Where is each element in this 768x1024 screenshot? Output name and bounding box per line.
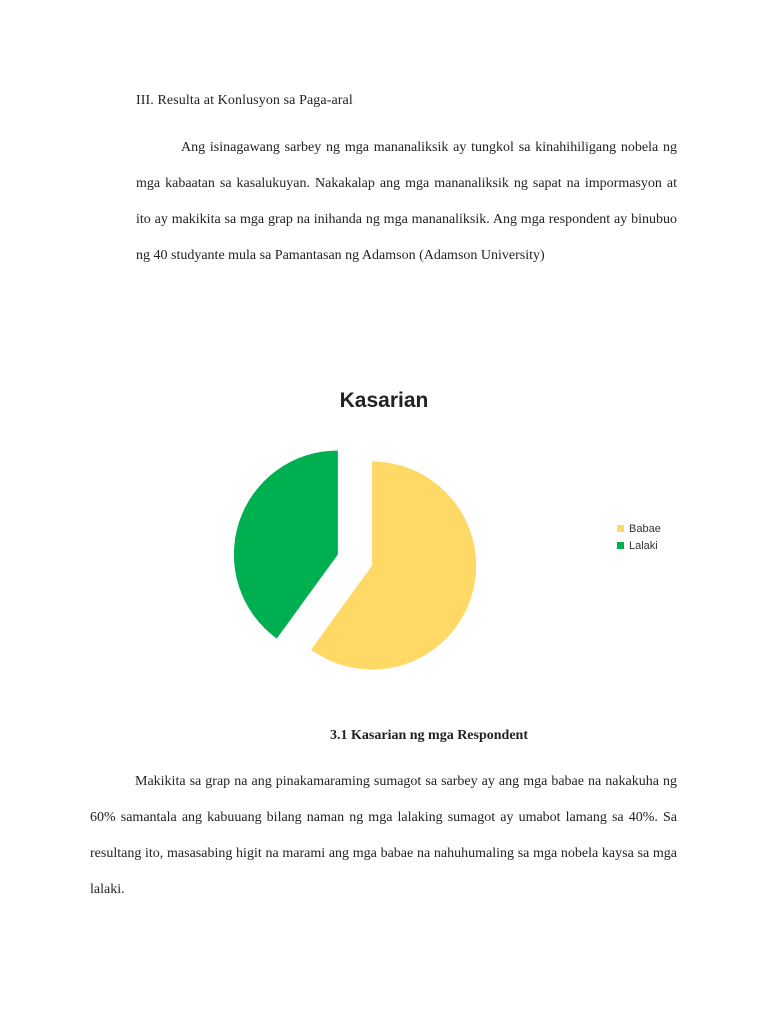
legend-swatch-babae	[617, 525, 624, 532]
pie-slice-lalaki	[234, 450, 338, 638]
legend-label-lalaki: Lalaki	[629, 539, 658, 552]
legend-item-lalaki	[617, 537, 661, 554]
figure-caption: 3.1 Kasarian ng mga Respondent	[330, 728, 528, 743]
analysis-paragraph: Makikita sa grap na ang pinakamaraming sumagot sa sarbey ay ang mga babae na nakakuha ng 60% samantala ang kabuuang bilang naman ng mga lalaking sumagot ay umabot lamang sa 40%. Sa resultang ito, masasabing higit na marami ang mga babae na nahuhumaling sa mga nobela kaysa sa mga lalaki.	[90, 774, 677, 897]
chart-title: Kasarian	[339, 389, 429, 412]
legend-swatch-lalaki	[617, 542, 624, 549]
chart-legend	[617, 520, 661, 554]
legend-item-babae	[617, 520, 661, 537]
legend-label-babae: Babae	[629, 522, 661, 535]
intro-paragraph: Ang isinagawang sarbey ng mga mananaliksik ay tungkol sa kinahihiligang nobela ng mga kabaatan sa kasalukuyan. Nakakalap ang mga mananaliksik ng sapat na impormasyon at ito ay makikita sa mga grap na inihanda ng mga mananaliksik. Ang mga respondent ay binubuo ng 40 studyante mula sa Pamantasan ng Adamson (Adamson University)	[136, 140, 677, 263]
section-heading: III. Resulta at Konlusyon sa Paga-aral	[136, 93, 353, 108]
